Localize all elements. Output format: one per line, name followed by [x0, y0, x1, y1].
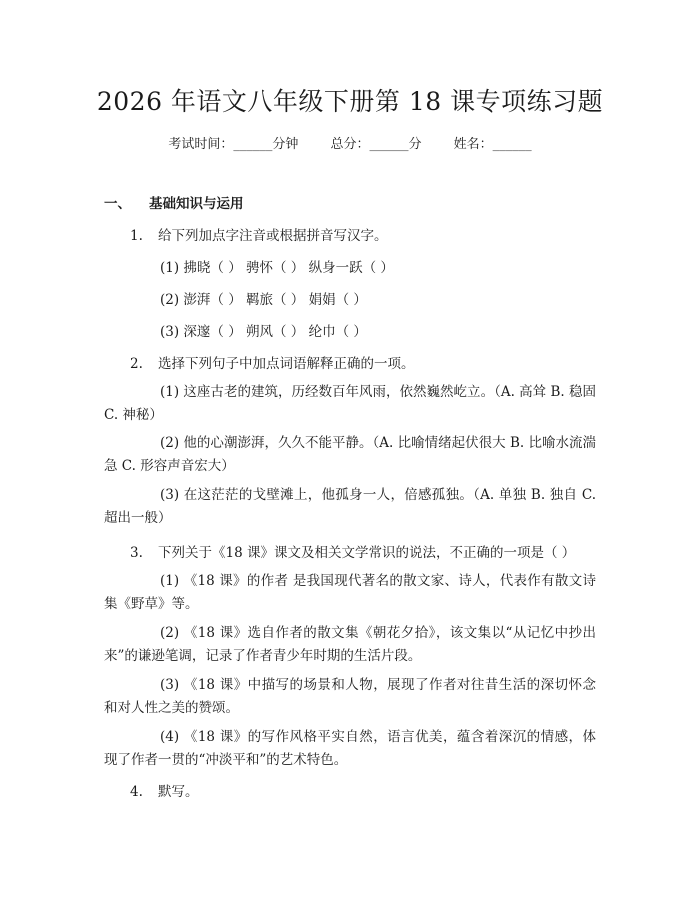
exam-meta	[0, 133, 700, 152]
page-title: 2026 年语文八年级下册第 18 课专项练习题	[96, 87, 604, 116]
question-number: 4.	[130, 784, 143, 800]
exam-time: 考试时间：______分钟	[168, 137, 299, 152]
q2-item-2: (2) 他的心潮澎湃，久久不能平静。（A. 比喻情绪起伏很大 B. 比喻水流湍急 C. 形容声音宏大）	[104, 435, 596, 474]
question-text: 给下列加点字注音或根据拼音写汉字。	[158, 228, 388, 244]
q3-item-3: (3) 《18 课》中描写的场景和人物，展现了作者对往昔生活的深切怀念和对人性之美的赞颂。	[104, 677, 596, 716]
q3-item-1: (1) 《18 课》的作者 是我国现代著名的散文家、诗人，代表作有散文诗集《野草》等。	[104, 573, 596, 612]
question-number: 3.	[130, 545, 143, 561]
q2-item-3: (3) 在这茫茫的戈壁滩上，他孤身一人，倍感孤独。（A. 单独 B. 独自 C. 超出一般）	[104, 487, 596, 526]
q3-item-4: (4) 《18 课》的写作风格平实自然，语言优美，蕴含着深沉的情感，体现了作者一贯的“冲淡平和”的艺术特色。	[104, 729, 596, 768]
section-heading	[104, 192, 244, 212]
question-text: 选择下列句子中加点词语解释正确的一项。	[158, 356, 415, 372]
section-number: 一、	[104, 196, 131, 212]
total-score: 总分：______分	[330, 137, 422, 152]
question-number: 2.	[130, 356, 143, 372]
q3-item-2: (2) 《18 课》选自作者的散文集《朝花夕拾》，该文集以“从记忆中抄出来”的谦逊笔调，记录了作者青少年时期的生活片段。	[104, 625, 596, 664]
question-number: 1.	[130, 228, 143, 244]
question-1	[130, 224, 388, 244]
q1-line-3: (3) 深邃（ ） 朔风（ ） 纶巾（ ）	[160, 324, 367, 340]
question-3	[130, 541, 575, 561]
q2-item-1: (1) 这座古老的建筑，历经数百年风雨，依然巍然屹立。（A. 高耸 B. 稳固 C. 神秘）	[104, 384, 596, 423]
section-title: 基础知识与运用	[149, 196, 244, 212]
q1-line-2: (2) 澎湃（ ） 羁旅（ ） 娟娟（ ）	[160, 292, 367, 308]
question-text: 下列关于《18 课》课文及相关文学常识的说法，不正确的一项是（ ）	[158, 545, 576, 561]
student-name: 姓名：______	[453, 137, 532, 152]
question-text: 默写。	[158, 784, 199, 800]
question-4	[130, 780, 199, 800]
q1-line-1: (1) 拂晓（ ） 骋怀（ ） 纵身一跃（ ）	[160, 260, 394, 276]
question-2	[130, 352, 415, 372]
